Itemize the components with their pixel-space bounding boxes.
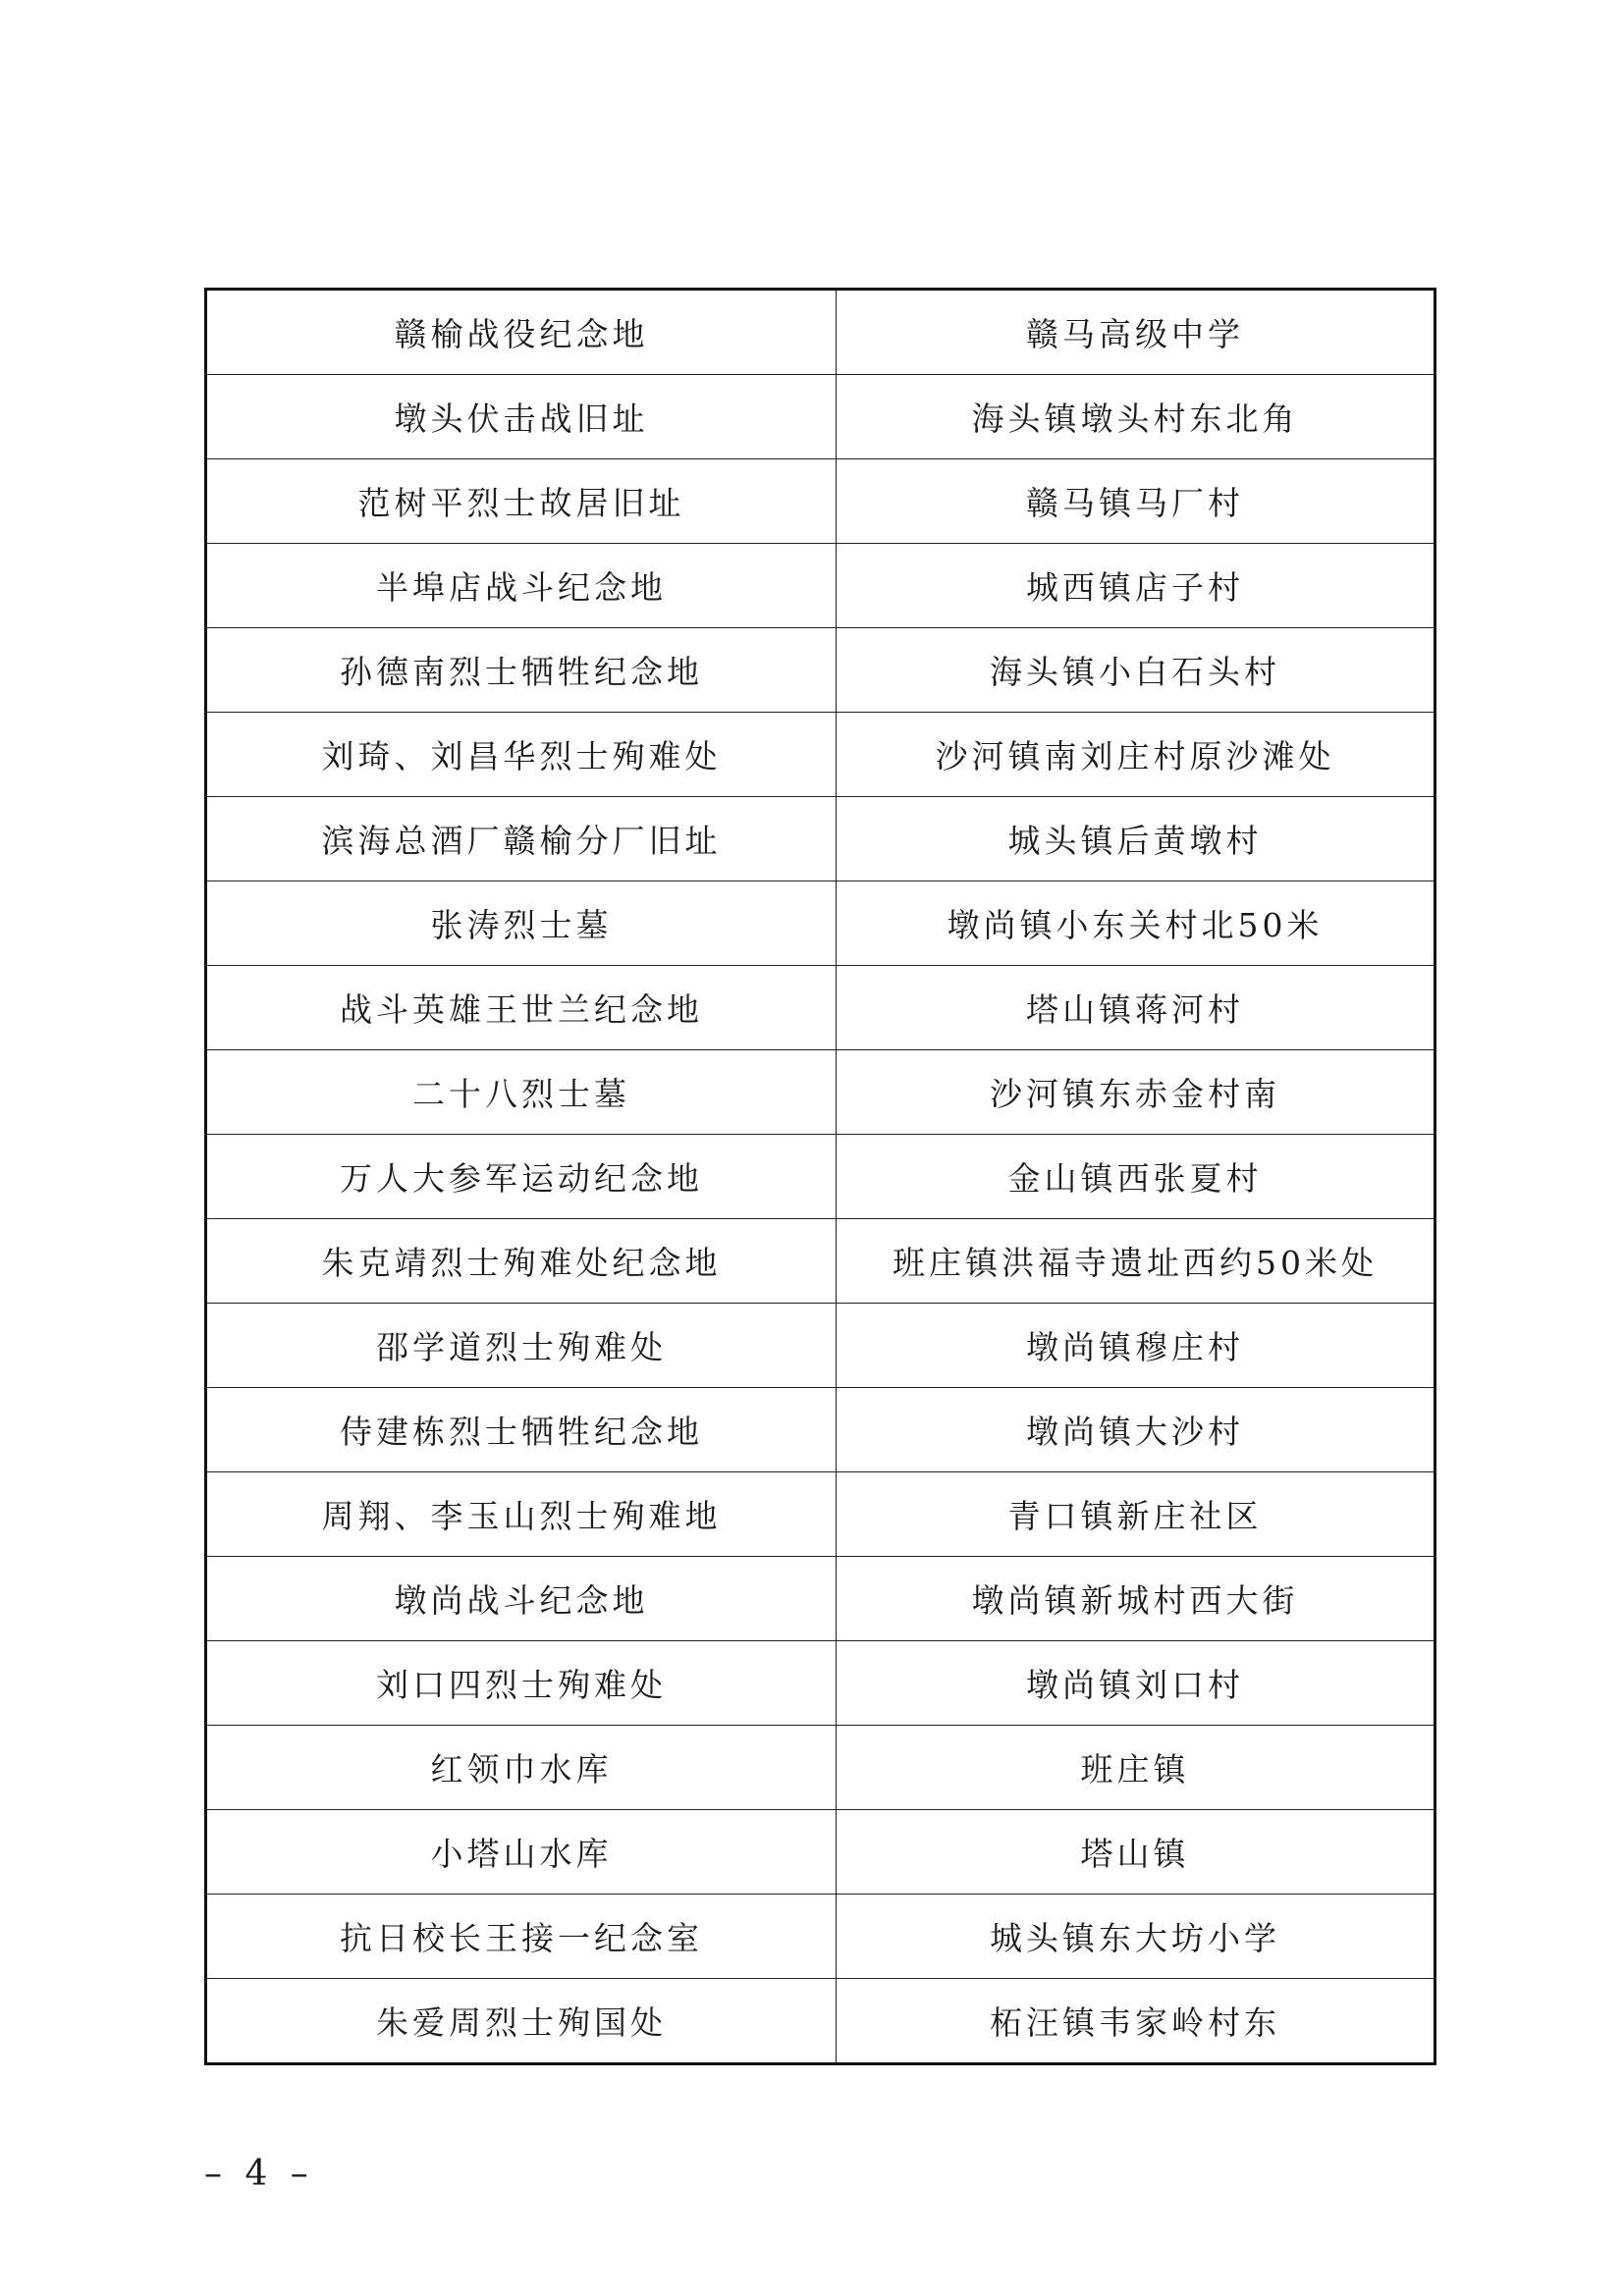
table-row (206, 966, 1435, 1050)
site-name-cell: 朱克靖烈士殉难处纪念地 (206, 1219, 837, 1304)
table-row (206, 1304, 1435, 1388)
memorial-sites-table (204, 288, 1436, 2065)
table-row (206, 1895, 1435, 1979)
site-name-cell: 邵学道烈士殉难处 (206, 1304, 837, 1388)
site-location-cell: 城西镇店子村 (837, 544, 1435, 628)
site-name-cell: 范树平烈士故居旧址 (206, 459, 837, 544)
site-location-cell: 墩尚镇穆庄村 (837, 1304, 1435, 1388)
site-location-cell: 金山镇西张夏村 (837, 1135, 1435, 1219)
site-name-cell: 万人大参军运动纪念地 (206, 1135, 837, 1219)
site-name-cell: 刘琦、刘昌华烈士殉难处 (206, 713, 837, 797)
table-row (206, 1726, 1435, 1810)
table-row (206, 290, 1435, 375)
site-name-cell: 孙德南烈士牺牲纪念地 (206, 628, 837, 713)
site-location-cell: 沙河镇东赤金村南 (837, 1050, 1435, 1135)
table-row (206, 459, 1435, 544)
site-name-cell: 墩尚战斗纪念地 (206, 1557, 837, 1641)
site-location-cell: 海头镇墩头村东北角 (837, 375, 1435, 459)
site-location-cell: 班庄镇洪福寺遗址西约50米处 (837, 1219, 1435, 1304)
site-location-cell: 塔山镇 (837, 1810, 1435, 1895)
site-name-cell: 滨海总酒厂赣榆分厂旧址 (206, 797, 837, 881)
site-location-cell: 城头镇后黄墩村 (837, 797, 1435, 881)
site-location-cell: 柘汪镇韦家岭村东 (837, 1979, 1435, 2064)
table-row (206, 628, 1435, 713)
table-body (206, 290, 1435, 2064)
table-row (206, 797, 1435, 881)
table-row (206, 1979, 1435, 2064)
site-name-cell: 刘口四烈士殉难处 (206, 1641, 837, 1726)
site-name-cell: 赣榆战役纪念地 (206, 290, 837, 375)
table-row (206, 375, 1435, 459)
site-location-cell: 墩尚镇新城村西大街 (837, 1557, 1435, 1641)
site-location-cell: 班庄镇 (837, 1726, 1435, 1810)
table-row (206, 1219, 1435, 1304)
page-number: – 4 – (204, 2154, 314, 2194)
site-location-cell: 墩尚镇刘口村 (837, 1641, 1435, 1726)
site-name-cell: 墩头伏击战旧址 (206, 375, 837, 459)
table-row (206, 1135, 1435, 1219)
table-row (206, 881, 1435, 966)
site-name-cell: 战斗英雄王世兰纪念地 (206, 966, 837, 1050)
table-row (206, 544, 1435, 628)
site-location-cell: 赣马镇马厂村 (837, 459, 1435, 544)
site-location-cell: 墩尚镇小东关村北50米 (837, 881, 1435, 966)
site-location-cell: 海头镇小白石头村 (837, 628, 1435, 713)
site-location-cell: 墩尚镇大沙村 (837, 1388, 1435, 1472)
site-name-cell: 侍建栋烈士牺牲纪念地 (206, 1388, 837, 1472)
table-row (206, 1472, 1435, 1557)
site-location-cell: 赣马高级中学 (837, 290, 1435, 375)
site-name-cell: 张涛烈士墓 (206, 881, 837, 966)
table-row (206, 713, 1435, 797)
table-row (206, 1557, 1435, 1641)
site-name-cell: 二十八烈士墓 (206, 1050, 837, 1135)
site-location-cell: 塔山镇蒋河村 (837, 966, 1435, 1050)
table-row (206, 1641, 1435, 1726)
site-location-cell: 城头镇东大坊小学 (837, 1895, 1435, 1979)
site-location-cell: 青口镇新庄社区 (837, 1472, 1435, 1557)
site-name-cell: 半埠店战斗纪念地 (206, 544, 837, 628)
site-location-cell: 沙河镇南刘庄村原沙滩处 (837, 713, 1435, 797)
table-row (206, 1810, 1435, 1895)
table-row (206, 1050, 1435, 1135)
site-name-cell: 周翔、李玉山烈士殉难地 (206, 1472, 837, 1557)
site-name-cell: 抗日校长王接一纪念室 (206, 1895, 837, 1979)
site-name-cell: 小塔山水库 (206, 1810, 837, 1895)
site-name-cell: 红领巾水库 (206, 1726, 837, 1810)
site-name-cell: 朱爱周烈士殉国处 (206, 1979, 837, 2064)
table-row (206, 1388, 1435, 1472)
